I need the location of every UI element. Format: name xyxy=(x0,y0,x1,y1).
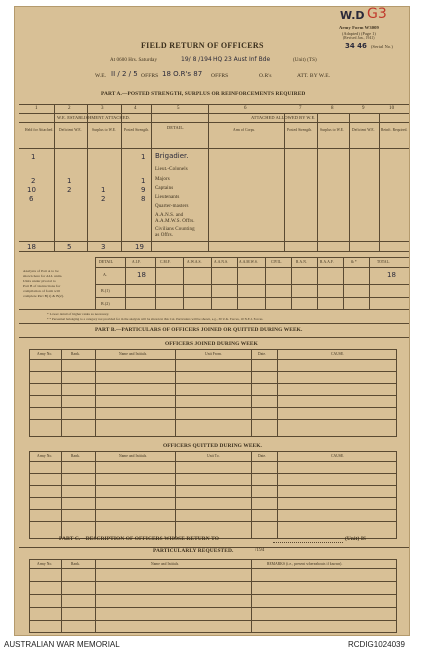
col-divider xyxy=(87,104,88,251)
sub-header: Deficient W.E. xyxy=(352,128,375,132)
rule xyxy=(19,337,409,338)
rule xyxy=(29,620,397,621)
att-label: ATT. BY W.E. xyxy=(297,73,331,79)
rule xyxy=(29,485,397,486)
quitted-col: Name and Initials. xyxy=(119,454,148,458)
held-brigadier: 1 xyxy=(31,153,36,161)
col-divider xyxy=(265,257,266,309)
summary-col: TOTAL. xyxy=(377,260,390,264)
part-c-col: Army No. xyxy=(37,562,53,566)
col-divider xyxy=(369,257,370,309)
rank-label: Quarter-masters xyxy=(155,204,189,209)
rule xyxy=(19,148,409,149)
part-c-col: Rank. xyxy=(71,562,80,566)
offrs-value: 18 O.R's 87 xyxy=(162,70,203,78)
surplus-total: 3 xyxy=(101,243,106,251)
rule xyxy=(19,113,409,114)
col-number: 8 xyxy=(331,106,334,111)
part-c-col: REMARKS (i.e., present whereabouts if known). xyxy=(267,562,343,566)
col-divider xyxy=(61,451,62,539)
col-number: 3 xyxy=(101,106,104,111)
we-estab-header: W.E. ESTABLISHMENT ATTACHED. xyxy=(57,115,130,120)
col-number: 6 xyxy=(244,106,247,111)
col-divider xyxy=(277,451,278,539)
analysis-note: Analysis of Part A to be xyxy=(23,269,59,273)
col-divider xyxy=(317,257,318,309)
part-a-title: PART A.—POSTED STRENGTH, SURPLUS OR REINFORCEMENTS REQUIRED xyxy=(101,91,306,97)
red-code: G3 xyxy=(367,6,387,22)
held-lieutenants: 6 xyxy=(29,195,34,203)
col-number: 5 xyxy=(177,106,180,111)
summary-col: R.A.N. xyxy=(296,260,307,264)
rank-label: Lieut.-Colonels xyxy=(155,167,188,172)
rank-label: A.A.N.S. and xyxy=(155,213,184,218)
col-divider xyxy=(125,257,126,309)
rule xyxy=(29,607,397,608)
rule xyxy=(19,309,409,310)
archive-footer xyxy=(0,636,424,654)
part-c-col: Name and Initials. xyxy=(151,562,180,566)
col-divider xyxy=(175,349,176,437)
rule xyxy=(95,257,409,258)
quitted-col: Unit To. xyxy=(207,454,220,458)
posted-brigadier: 1 xyxy=(141,153,146,161)
summary-col: & * xyxy=(351,260,357,264)
rank-label: A.A.M.W.S. Offrs. xyxy=(155,219,195,224)
part-b-title: PART B.—PARTICULARS OF OFFICERS JOINED OR QUITTED DURING WEEK. xyxy=(95,327,303,333)
summary-col: A.A.M.W.S. xyxy=(239,260,258,264)
part-c-unit: (Unit) IS xyxy=(345,536,367,542)
summary-total-value: 18 xyxy=(387,271,396,279)
col-divider xyxy=(61,349,62,437)
col-number: 10 xyxy=(389,106,395,111)
rule xyxy=(19,104,409,105)
col-divider xyxy=(95,349,96,437)
unit-name: HQ 23 Aust Inf Bde xyxy=(213,56,271,63)
form-id-2: (Adapted) (Page 1) xyxy=(342,31,376,36)
rule xyxy=(29,395,397,396)
sub-header: Arm of Corps. xyxy=(233,128,256,132)
analysis-note: shown here for ALL units. xyxy=(23,274,63,278)
col-divider xyxy=(95,559,96,633)
serial-label: (Serial No.) xyxy=(371,44,393,49)
col-divider xyxy=(155,257,156,309)
col-divider xyxy=(277,349,278,437)
summary-row-label: B.(2) xyxy=(101,301,110,306)
summary-aif-value: 18 xyxy=(137,271,146,279)
summary-detail-header: DETAIL xyxy=(99,260,114,264)
rule xyxy=(29,461,397,462)
posted-captains: 9 xyxy=(141,186,146,194)
quitted-col: Army No. xyxy=(37,454,53,458)
rule xyxy=(29,521,397,522)
rule xyxy=(29,497,397,498)
col-divider xyxy=(251,451,252,539)
col-divider xyxy=(343,257,344,309)
offrs-label: OFFRS xyxy=(141,73,159,79)
joined-table xyxy=(29,349,397,437)
unit-blank xyxy=(273,542,343,543)
archive-name: AUSTRALIAN WAR MEMORIAL xyxy=(4,640,120,649)
analysis-note: Units under pivotal to xyxy=(23,279,56,283)
offrs-label-2: OFFRS xyxy=(211,73,229,79)
form-title: FIELD RETURN OF OFFICERS xyxy=(141,41,264,50)
col-divider xyxy=(183,257,184,309)
attached-header: ATTACHED ALLOWED BY W.E. xyxy=(251,115,316,120)
archive-id: RCDIG1024039 xyxy=(348,640,405,649)
col-number: 7 xyxy=(299,106,302,111)
col-divider xyxy=(95,257,96,309)
col-divider xyxy=(121,104,122,251)
surplus-lieutenants: 2 xyxy=(101,195,106,203)
rule xyxy=(95,267,409,268)
summary-row-label: A. xyxy=(103,272,108,277)
form-sheet xyxy=(14,6,410,636)
ors-label: O.R's xyxy=(259,73,272,79)
rule xyxy=(29,419,397,420)
col-divider xyxy=(379,113,380,251)
part-c-table xyxy=(29,559,397,633)
deficient-total: 5 xyxy=(67,243,72,251)
joined-col: Unit From. xyxy=(205,352,222,356)
held-captains: 10 xyxy=(27,186,36,194)
detail-header: DETAIL. xyxy=(167,125,185,130)
joined-col: Rank. xyxy=(71,352,80,356)
quitted-col: Rank. xyxy=(71,454,80,458)
rank-label: Brigadier. xyxy=(155,152,189,160)
held-total: 18 xyxy=(27,243,36,251)
col-divider xyxy=(54,104,55,251)
sub-header: Posted Strength. xyxy=(124,128,150,132)
rule xyxy=(29,407,397,408)
surplus-captains: 1 xyxy=(101,186,106,194)
rule xyxy=(19,251,409,252)
at-hours-label: At 0600 Hrs. Saturday xyxy=(110,58,158,63)
posted-lieutenants: 8 xyxy=(141,195,146,203)
quitted-title: OFFICERS QUITTED DURING WEEK. xyxy=(163,443,262,449)
serial-number: 34 46 xyxy=(345,42,367,50)
rule xyxy=(29,473,397,474)
form-id-1: Army Form W3009 xyxy=(339,25,379,30)
rank-label: Majors xyxy=(155,177,170,182)
col-number: 4 xyxy=(134,106,137,111)
quitted-col: Date. xyxy=(258,454,267,458)
unit-suffix: (Unit) (TS) xyxy=(293,58,317,63)
col-number: 2 xyxy=(68,106,71,111)
col-divider xyxy=(151,104,152,251)
col-divider xyxy=(208,104,209,251)
col-divider xyxy=(237,257,238,309)
we-value: II / 2 / 5 xyxy=(111,70,138,78)
col-divider xyxy=(61,559,62,633)
deficient-majors: 1 xyxy=(67,177,72,185)
posted-majors: 1 xyxy=(141,177,146,185)
summary-col: A.A.N.S. xyxy=(214,260,229,264)
sub-header: Held for Attached. xyxy=(25,128,54,132)
joined-col: Army No. xyxy=(37,352,53,356)
sub-header: Posted Strength. xyxy=(287,128,313,132)
sub-header: Reinft. Required. xyxy=(381,128,408,132)
footnote-1: * Lower detail of higher ranks as necessary. xyxy=(47,312,110,316)
form-id-3: (Revised Jan., 1941) xyxy=(343,36,375,40)
col-number: 1 xyxy=(35,106,38,111)
joined-col: Date. xyxy=(258,352,267,356)
summary-col: CIVIL. xyxy=(271,260,283,264)
deficient-captains: 2 xyxy=(67,186,72,194)
col-divider xyxy=(291,257,292,309)
quitted-col: CAUSE. xyxy=(331,454,345,458)
analysis-note: compilation of form will xyxy=(23,289,60,293)
posted-total: 19 xyxy=(135,243,144,251)
rule xyxy=(95,297,409,298)
summary-col: R.A.A.F. xyxy=(320,260,334,264)
part-c-title-2: PARTICULARLY REQUESTED. xyxy=(153,548,234,554)
rule xyxy=(29,359,397,360)
rank-label: Captains xyxy=(155,186,174,191)
rule xyxy=(29,568,397,569)
we-label: W.E. xyxy=(95,73,107,79)
summary-col: A.W.A.S. xyxy=(187,260,202,264)
part-c-title: PART C.—DESCRIPTION OF OFFICERS WHOSE RETURN TO xyxy=(59,536,220,542)
col-divider xyxy=(175,451,176,539)
footnote-2: * * Personnel belonging to a category not provided for in the analysis will be shown in this Col. Particulars will be shown, e.g., 30 U.K. Forces, 10 N.E.I. Forces. xyxy=(47,317,264,321)
joined-col: Name and Initials. xyxy=(119,352,148,356)
col-divider xyxy=(317,113,318,251)
rule xyxy=(29,594,397,595)
quitted-table xyxy=(29,451,397,539)
col-divider xyxy=(95,451,96,539)
rule xyxy=(19,122,409,123)
col-divider xyxy=(349,113,350,251)
sub-header: Surplus to W.E. xyxy=(92,128,117,132)
joined-col: CAUSE. xyxy=(331,352,345,356)
rule xyxy=(29,509,397,510)
summary-row-label: B.(1) xyxy=(101,288,110,293)
rule xyxy=(19,241,409,242)
rank-label: Civilians Counting xyxy=(155,227,195,232)
col-divider xyxy=(251,349,252,437)
wd-stamp: W.D xyxy=(340,9,365,22)
rule xyxy=(95,284,409,285)
joined-title: OFFICERS JOINED DURING WEEK xyxy=(165,341,258,347)
col-divider xyxy=(251,559,252,633)
sub-header: Surplus to W.E. xyxy=(320,128,345,132)
rule xyxy=(29,371,397,372)
analysis-note: complete Part B(1) & B(2). xyxy=(23,294,64,298)
held-majors: 2 xyxy=(31,177,36,185)
rule xyxy=(19,323,409,324)
return-date: 19/ 8 /194 xyxy=(181,56,212,63)
summary-col: C.M.F. xyxy=(160,260,171,264)
analysis-note: Part B of instructions for xyxy=(23,284,61,288)
rule xyxy=(29,383,397,384)
col-divider xyxy=(284,113,285,251)
col-number: 9 xyxy=(362,106,365,111)
rank-label: as Offrs. xyxy=(155,233,174,238)
sub-header: Deficient W.E. xyxy=(59,128,82,132)
rank-label: Lieutenants xyxy=(155,195,180,200)
rule xyxy=(29,581,397,582)
col-divider xyxy=(211,257,212,309)
summary-col: A.I.F. xyxy=(132,260,141,264)
part-c-date: /194 xyxy=(255,548,265,553)
